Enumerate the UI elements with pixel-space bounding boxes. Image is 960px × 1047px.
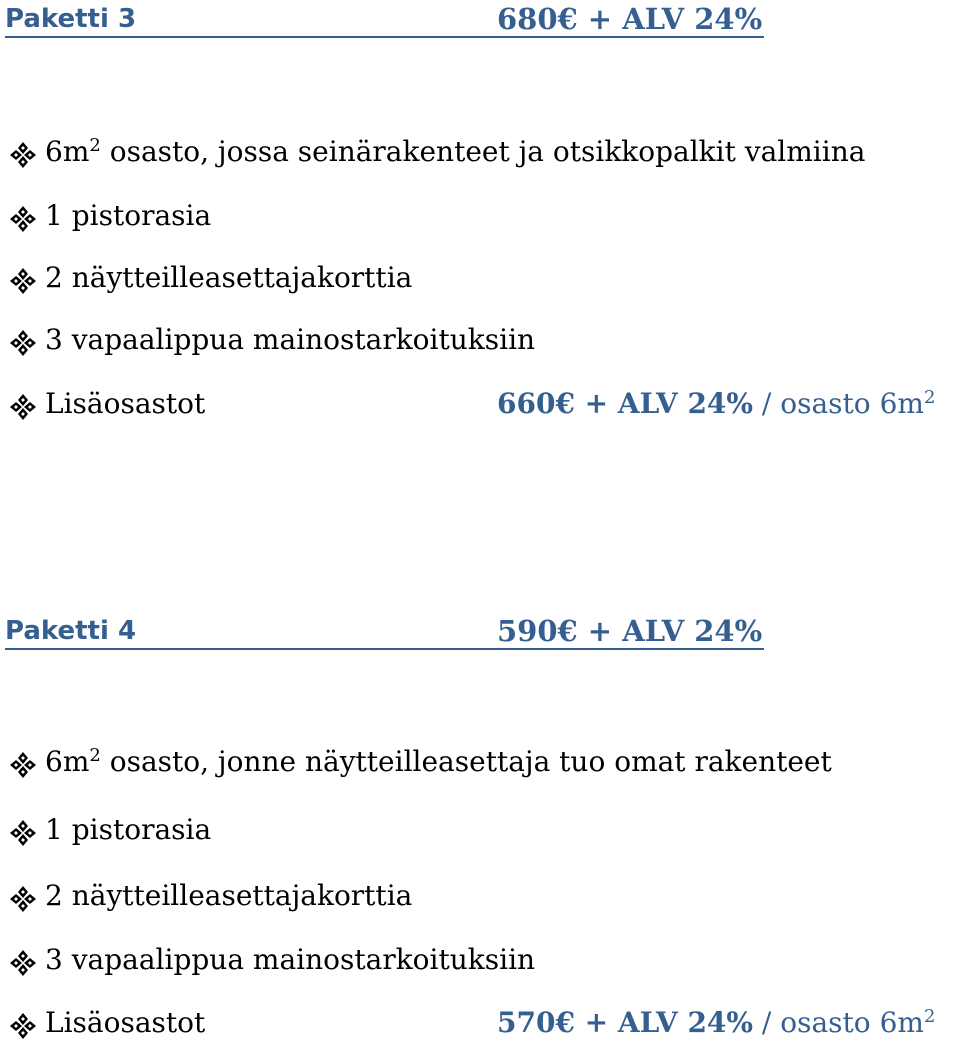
package-3-price: 680€ + ALV 24% (497, 2, 763, 36)
package-3-item-cards (9, 258, 959, 298)
extra-stand-price (497, 1003, 935, 1047)
extra-stand-price-superscript: 2 (923, 1006, 936, 1027)
extra-stand-label: Lisäosastot (45, 1006, 206, 1039)
package-4-item-tickets (9, 940, 959, 980)
extra-stand-price-superscript: 2 (923, 387, 936, 408)
diamond-star-bullet-icon (9, 141, 37, 169)
extra-stand-price (497, 384, 935, 428)
package-4-price: 590€ + ALV 24% (497, 614, 763, 648)
package-3-header (5, 0, 764, 38)
tickets-text: 3 vapaalippua mainostarkoituksiin (45, 943, 536, 976)
stand-size: 6m (45, 135, 90, 168)
extra-stand-price-unit: / osasto 6m (753, 1006, 924, 1039)
tickets-text: 3 vapaalippua mainostarkoituksiin (45, 323, 536, 356)
package-4-item-stand (9, 742, 959, 782)
package-3-item-stand (9, 132, 959, 172)
diamond-star-bullet-icon (9, 205, 37, 233)
diamond-star-bullet-icon (9, 267, 37, 295)
package-3-item-tickets (9, 320, 959, 360)
package-4-item-socket (9, 810, 959, 850)
diamond-star-bullet-icon (9, 393, 37, 421)
diamond-star-bullet-icon (9, 751, 37, 779)
stand-description: osasto, jossa seinärakenteet ja otsikkopalkit valmiina (100, 135, 866, 168)
package-3-item-socket (9, 196, 959, 236)
package-3-title: Paketti 3 (5, 4, 137, 34)
diamond-star-bullet-icon (9, 949, 37, 977)
extra-stand-price-amount: 570€ + ALV 24% (497, 1006, 754, 1039)
package-3-item-extra (9, 384, 959, 424)
diamond-star-bullet-icon (9, 819, 37, 847)
package-4-header (5, 612, 764, 650)
socket-text: 1 pistorasia (45, 813, 212, 846)
diamond-star-bullet-icon (9, 329, 37, 357)
diamond-star-bullet-icon (9, 1012, 37, 1040)
package-4-item-cards (9, 876, 959, 916)
cards-text: 2 näytteilleasettajakorttia (45, 261, 413, 294)
socket-text: 1 pistorasia (45, 199, 212, 232)
extra-stand-price-unit: / osasto 6m (753, 387, 924, 420)
package-4-item-extra (9, 1003, 959, 1043)
diamond-star-bullet-icon (9, 885, 37, 913)
stand-description: osasto, jonne näytteilleasettaja tuo omat rakenteet (100, 745, 832, 778)
stand-size-superscript: 2 (89, 745, 101, 766)
stand-size-superscript: 2 (89, 135, 101, 156)
cards-text: 2 näytteilleasettajakorttia (45, 879, 413, 912)
stand-size: 6m (45, 745, 90, 778)
extra-stand-price-amount: 660€ + ALV 24% (497, 387, 754, 420)
extra-stand-label: Lisäosastot (45, 387, 206, 420)
package-4-title: Paketti 4 (5, 616, 137, 646)
